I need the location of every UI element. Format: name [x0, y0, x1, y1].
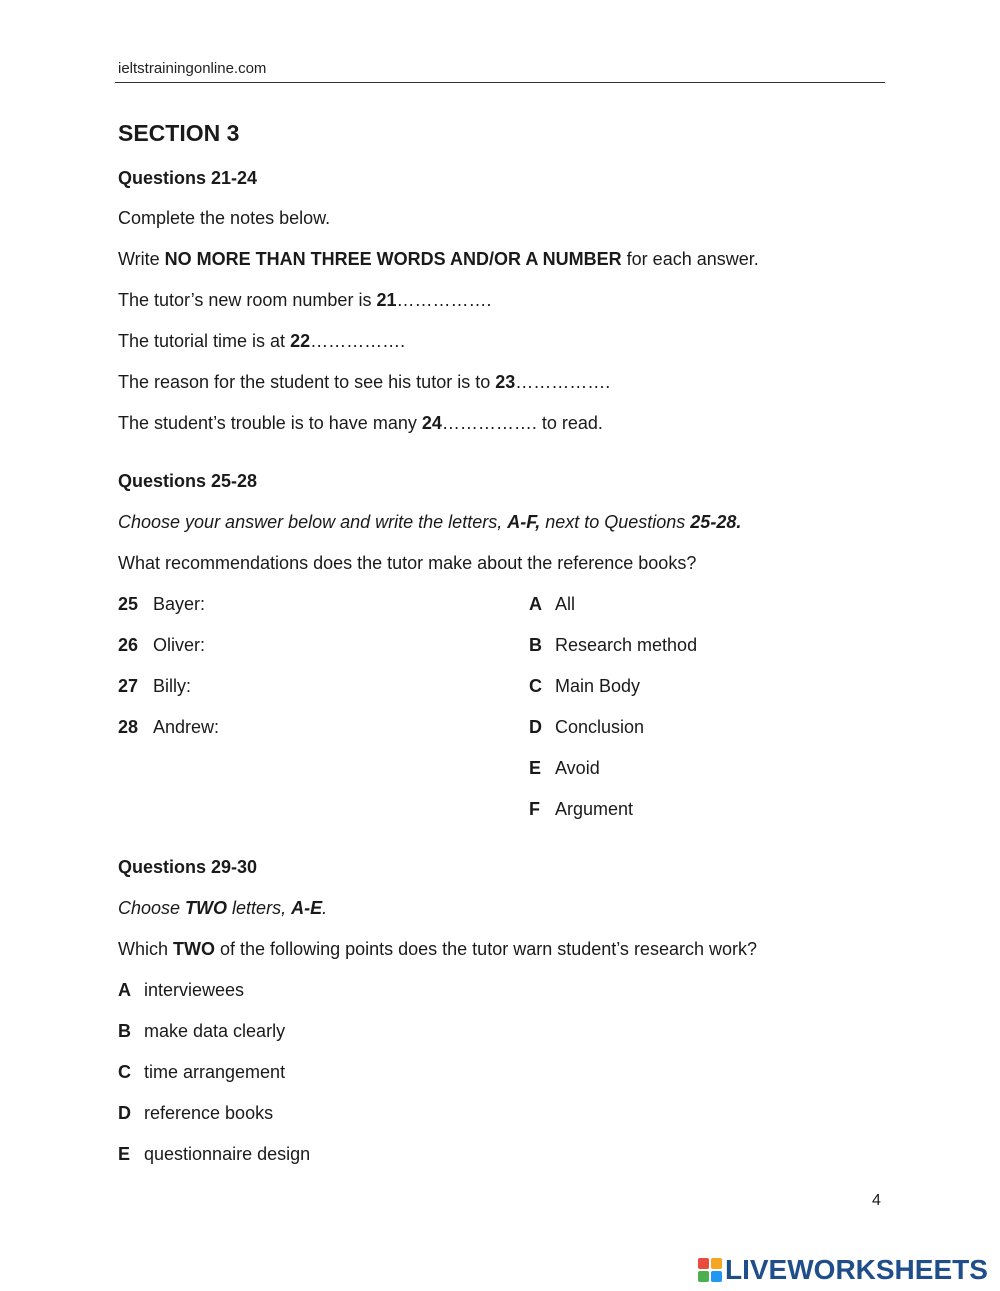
- choice-option-c[interactable]: C time arrangement: [118, 1062, 286, 1082]
- instruction-choose-letters: Choose your answer below and write the letters, A-F, next to Questions 25-28.: [118, 512, 742, 532]
- questions-21-24-heading: Questions 21-24: [118, 168, 258, 188]
- answer-blank-24[interactable]: ……………. to read.: [441, 413, 603, 433]
- liveworksheets-wordmark: LIVEWORKSHEETS: [725, 1254, 988, 1285]
- note-item-24: The student’s trouble is to have many 24……………. to read.: [118, 413, 603, 433]
- word-limit-rule: Write NO MORE THAN THREE WORDS AND/OR A NUMBER for each answer.: [118, 249, 759, 269]
- choice-option-e[interactable]: E questionnaire design: [118, 1144, 311, 1164]
- match-item-27[interactable]: 27 Billy:: [118, 676, 192, 696]
- match-item-26[interactable]: 26 Oliver:: [118, 635, 206, 655]
- answer-blank-21[interactable]: …………….: [396, 290, 492, 310]
- section-title: SECTION 3: [118, 120, 240, 146]
- liveworksheets-logo[interactable]: [698, 1254, 988, 1286]
- match-item-28[interactable]: 28 Andrew:: [118, 717, 220, 737]
- match-option-a: A All: [529, 594, 576, 614]
- questions-29-30-heading: Questions 29-30: [118, 857, 258, 877]
- match-option-e: E Avoid: [529, 758, 600, 778]
- logo-square-2: [711, 1258, 722, 1269]
- match-option-c: C Main Body: [529, 676, 641, 696]
- note-item-21: The tutor’s new room number is 21…………….: [118, 290, 492, 310]
- choice-option-a[interactable]: A interviewees: [118, 980, 245, 1000]
- choice-option-b[interactable]: B make data clearly: [118, 1021, 286, 1041]
- logo-square-3: [698, 1271, 709, 1282]
- question-recommendations: What recommendations does the tutor make about the reference books?: [118, 553, 697, 573]
- header-divider: [115, 82, 885, 83]
- note-item-22: The tutorial time is at 22…………….: [118, 331, 406, 351]
- question-tutor-warning: Which TWO of the following points does the tutor warn student’s research work?: [118, 939, 757, 959]
- match-item-25[interactable]: 25 Bayer:: [118, 594, 206, 614]
- match-option-f: F Argument: [529, 799, 634, 819]
- logo-square-4: [711, 1271, 722, 1282]
- choice-option-d[interactable]: D reference books: [118, 1103, 274, 1123]
- answer-blank-22[interactable]: …………….: [310, 331, 406, 351]
- match-option-d: D Conclusion: [529, 717, 645, 737]
- match-option-b: B Research method: [529, 635, 698, 655]
- note-item-23: The reason for the student to see his tutor is to 23…………….: [118, 372, 611, 392]
- instruction-complete-notes: Complete the notes below.: [118, 208, 331, 228]
- page-number: 4: [872, 1192, 881, 1209]
- logo-square-1: [698, 1258, 709, 1269]
- site-url: ieltstrainingonline.com: [118, 60, 267, 77]
- answer-blank-23[interactable]: …………….: [515, 372, 611, 392]
- questions-25-28-heading: Questions 25-28: [118, 471, 258, 491]
- instruction-choose-two: Choose TWO letters, A-E.: [118, 898, 328, 918]
- liveworksheets-icon: [698, 1258, 722, 1282]
